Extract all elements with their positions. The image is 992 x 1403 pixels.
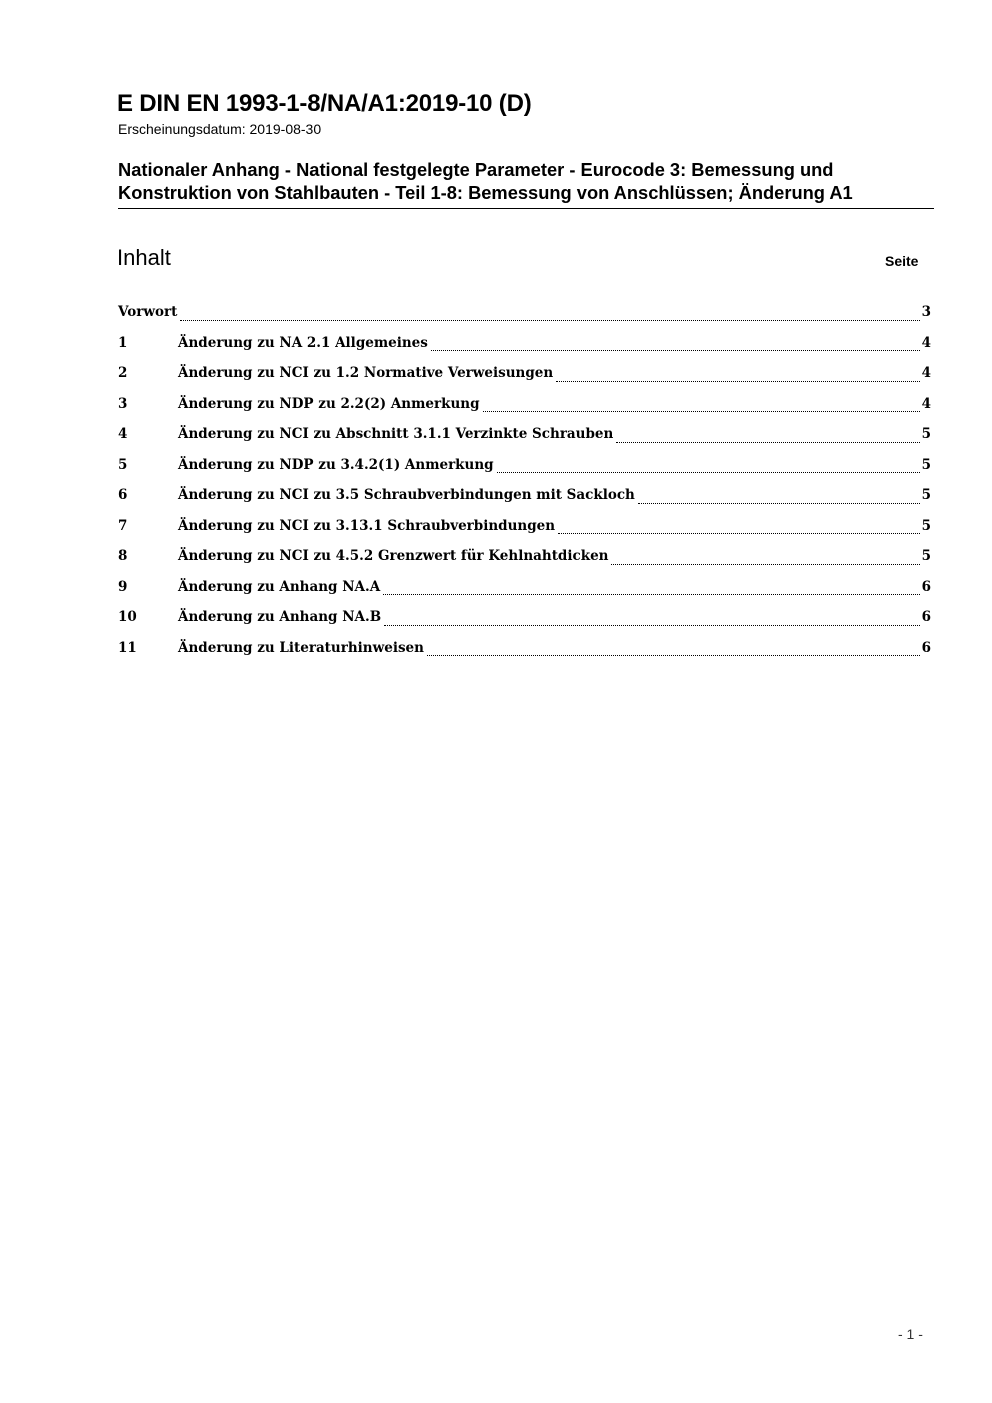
document-title-line-2: Konstruktion von Stahlbauten - Teil 1-8: Bemessung von Anschlüssen; Änderung A1	[118, 182, 853, 203]
toc-entry-7[interactable]	[118, 514, 931, 545]
toc-entry-4[interactable]	[118, 422, 931, 453]
toc-entry-page: 4	[921, 365, 931, 381]
toc-entry-number: 11	[118, 639, 137, 656]
toc-entry-9[interactable]	[118, 575, 931, 606]
toc-entry-number: 8	[118, 548, 128, 564]
toc-leader-dots	[638, 503, 920, 504]
toc-entry-text: Änderung zu Anhang NA.A	[178, 578, 381, 595]
toc-entry-number: 6	[118, 487, 128, 503]
toc-entry-8[interactable]	[118, 544, 931, 575]
toc-entry-number: 1	[118, 334, 128, 351]
toc-entry-page: 6	[921, 578, 931, 595]
toc-entry-page: 5	[921, 548, 931, 564]
toc-entry-number: 5	[118, 456, 128, 473]
toc-heading: Inhalt	[117, 245, 171, 270]
toc-entry-page: 5	[921, 456, 931, 473]
toc-entry-number: 2	[118, 365, 128, 381]
toc-leader-dots	[497, 472, 920, 473]
toc-entry-text: Änderung zu Literaturhinweisen	[178, 639, 424, 656]
toc-leader-dots	[431, 350, 920, 351]
toc-entry-page: 4	[921, 395, 931, 412]
toc-entry-number: 3	[118, 395, 128, 412]
toc-leader-dots	[180, 320, 919, 321]
toc-entry-page: 6	[921, 609, 931, 625]
toc-leader-dots	[384, 625, 919, 626]
toc-entry-1[interactable]	[118, 331, 931, 362]
toc-leader-dots	[558, 533, 920, 534]
document-id: E DIN EN 1993-1-8/NA/A1:2019-10 (D)	[117, 90, 532, 117]
toc-entry-11[interactable]	[118, 636, 931, 667]
toc-page-column-label: Seite	[885, 253, 919, 269]
toc-entry-text: Änderung zu NCI zu 3.13.1 Schraubverbindungen	[178, 517, 556, 534]
toc-entry-5[interactable]	[118, 453, 931, 484]
toc-entry-text: Änderung zu NCI zu Abschnitt 3.1.1 Verzinkte Schrauben	[178, 426, 614, 442]
toc-entry-3[interactable]	[118, 392, 931, 423]
toc-entry-text: Änderung zu NCI zu 4.5.2 Grenzwert für Kehlnahtdicken	[178, 548, 609, 564]
toc-leader-dots	[616, 442, 919, 443]
toc-entry-text: Änderung zu Anhang NA.B	[178, 609, 382, 625]
toc-entry-vorwort[interactable]	[118, 300, 931, 331]
toc-entry-text: Änderung zu NDP zu 3.4.2(1) Anmerkung	[178, 456, 494, 473]
toc-entry-page: 4	[921, 334, 931, 351]
toc-entry-number: 10	[118, 609, 137, 625]
toc-entry-6[interactable]	[118, 483, 931, 514]
table-of-contents	[118, 300, 931, 666]
toc-entry-page: 6	[921, 639, 931, 656]
publication-date: Erscheinungsdatum: 2019-08-30	[118, 121, 322, 137]
toc-leader-dots	[556, 381, 919, 382]
toc-entry-page: 3	[921, 304, 931, 320]
toc-entry-text: Änderung zu NCI zu 1.2 Normative Verweisungen	[178, 365, 554, 381]
toc-entry-text: Vorwort	[118, 304, 178, 320]
toc-entry-10[interactable]	[118, 605, 931, 636]
document-title-line-1: Nationaler Anhang - National festgelegte Parameter - Eurocode 3: Bemessung und	[118, 159, 834, 180]
toc-entry-text: Änderung zu NDP zu 2.2(2) Anmerkung	[178, 395, 480, 412]
toc-entry-page: 5	[921, 426, 931, 442]
toc-leader-dots	[383, 594, 919, 595]
toc-leader-dots	[483, 411, 920, 412]
page-number: - 1 -	[898, 1326, 923, 1342]
toc-entry-number: 9	[118, 578, 128, 595]
toc-entry-number: 7	[118, 517, 128, 534]
toc-leader-dots	[427, 655, 920, 656]
toc-entry-text: Änderung zu NA 2.1 Allgemeines	[178, 334, 428, 351]
toc-entry-page: 5	[921, 487, 931, 503]
toc-entry-2[interactable]	[118, 361, 931, 392]
toc-entry-page: 5	[921, 517, 931, 534]
document-title	[118, 158, 934, 209]
toc-entry-text: Änderung zu NCI zu 3.5 Schraubverbindungen mit Sackloch	[178, 487, 635, 503]
toc-leader-dots	[611, 564, 919, 565]
toc-entry-number: 4	[118, 426, 128, 442]
